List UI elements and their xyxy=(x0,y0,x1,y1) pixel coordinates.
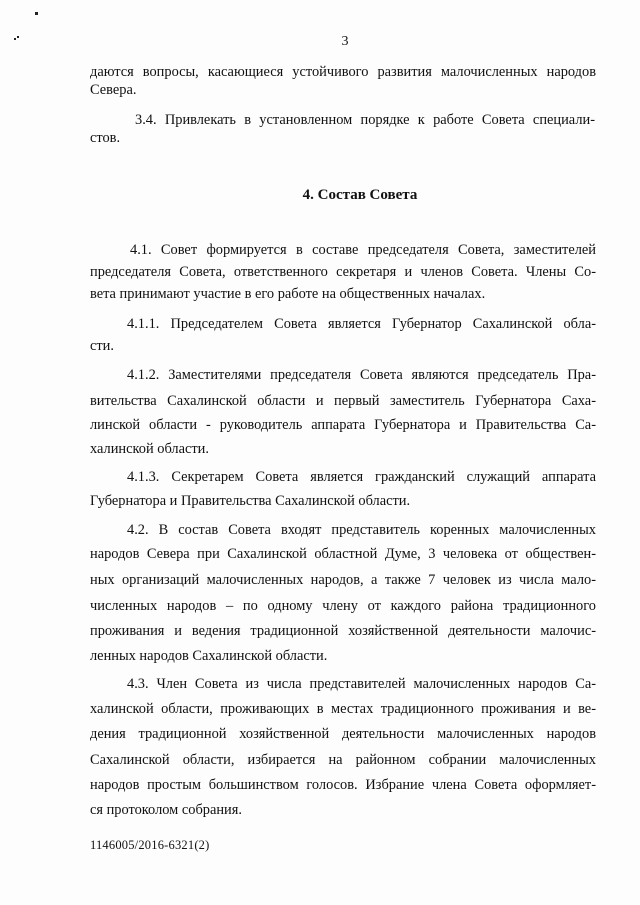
scan-speck xyxy=(17,36,19,38)
text-line: 3.4. Привлекать в установленном порядке к работе Совета специали- xyxy=(135,112,595,128)
text-line: численных народов – по одному члену от каждого района традиционного xyxy=(90,598,596,614)
section-heading: 4. Состав Совета xyxy=(302,187,418,203)
text-line: вительства Сахалинской области и первый заместитель Губернатора Саха- xyxy=(90,393,596,409)
text-line: проживания и ведения традиционной хозяйственной деятельности малочис- xyxy=(90,623,596,639)
text-line: ленных народов Сахалинской области. xyxy=(90,648,328,664)
text-line: ся протоколом собрания. xyxy=(90,802,242,818)
page-number: 3 xyxy=(341,34,349,49)
text-line: ных организаций малочисленных народов, а также 7 человек из числа мало- xyxy=(90,572,596,588)
text-line: 4.1.2. Заместителями председателя Совета являются председатель Пра- xyxy=(127,367,596,383)
text-line: Сахалинской области, избирается на районном собрании малочисленных xyxy=(90,752,596,768)
text-line: председателя Совета, ответственного секретаря и членов Совета. Члены Со- xyxy=(90,264,596,280)
text-line: 4.1.3. Секретарем Совета является гражданский служащий аппарата xyxy=(127,469,596,485)
text-line: даются вопросы, касающиеся устойчивого развития малочисленных народов xyxy=(90,64,596,80)
text-line: 4.1. Совет формируется в составе председателя Совета, заместителей xyxy=(130,242,596,258)
text-line: вета принимают участие в его работе на общественных началах. xyxy=(90,286,486,302)
text-line: Севера. xyxy=(90,82,137,98)
text-line: Губернатора и Правительства Сахалинской области. xyxy=(90,493,411,509)
text-line: дения традиционной хозяйственной деятельности малочисленных народов xyxy=(90,726,596,742)
text-line: 4.2. В состав Совета входят представитель коренных малочисленных xyxy=(127,522,596,538)
text-line: 4.3. Член Совета из числа представителей малочисленных народов Са- xyxy=(127,676,596,692)
text-line: халинской области, проживающих в местах традиционного проживания и ве- xyxy=(90,701,596,717)
text-line: халинской области. xyxy=(90,441,209,457)
document-code: 1146005/2016-6321(2) xyxy=(90,838,210,852)
scan-speck xyxy=(35,12,38,15)
text-line: линской области - руководитель аппарата Губернатора и Правительства Са- xyxy=(90,417,596,433)
scan-speck xyxy=(14,38,16,40)
text-line: сти. xyxy=(90,338,114,354)
text-line: народов Севера при Сахалинской областной Думе, 3 человека от обществен- xyxy=(90,546,596,562)
text-line: 4.1.1. Председателем Совета является Губернатор Сахалинской обла- xyxy=(127,316,596,332)
text-line: народов простым большинством голосов. Избрание члена Совета оформляет- xyxy=(90,777,596,793)
text-line: стов. xyxy=(90,130,121,146)
